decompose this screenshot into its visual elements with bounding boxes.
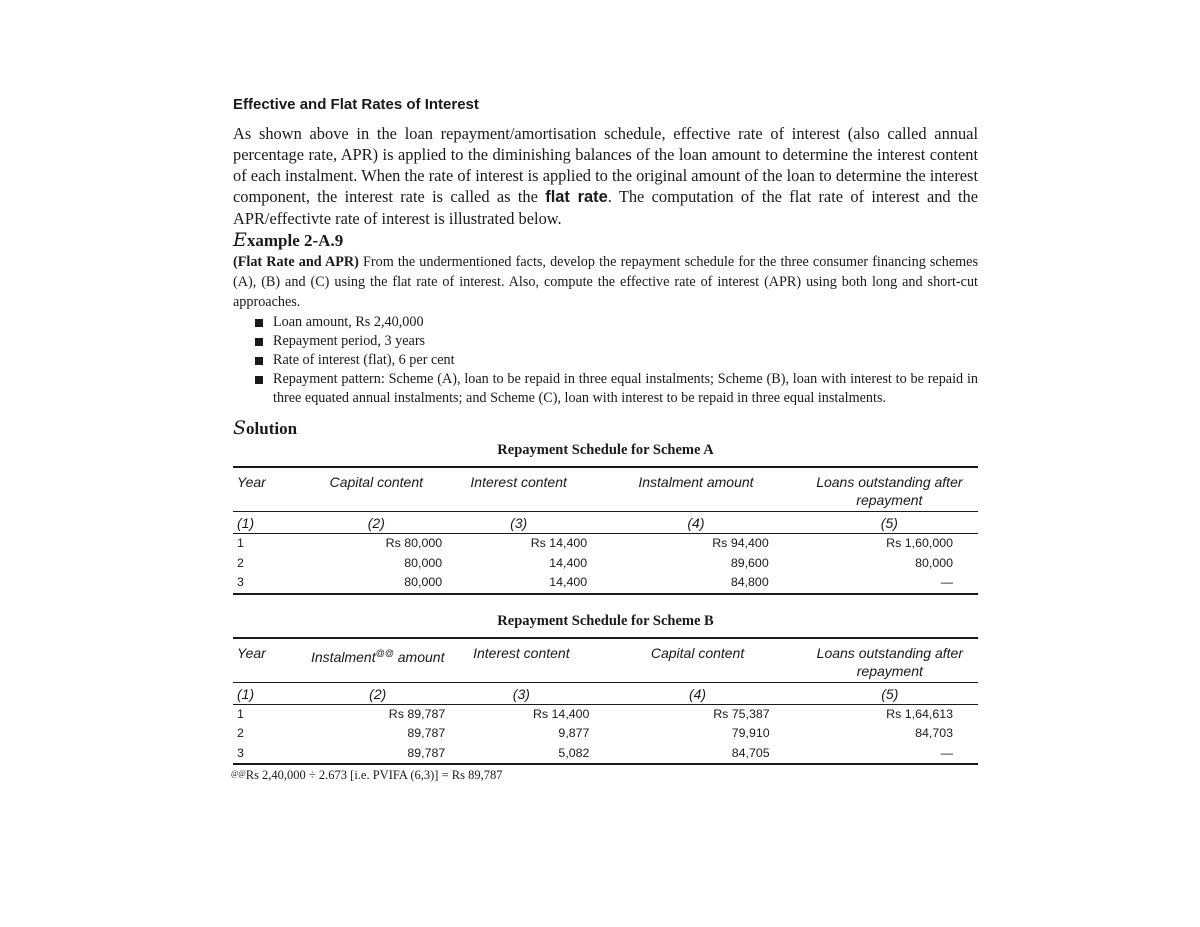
table-cell: 1 <box>237 706 244 721</box>
facts-list <box>233 313 978 408</box>
solution-heading <box>233 418 978 439</box>
table-cell: 14,400 <box>446 573 591 594</box>
table-row <box>233 744 978 765</box>
example-statement <box>233 252 978 312</box>
table-b-header-capital: Capital content <box>593 638 801 683</box>
table-cell: 3 <box>233 573 307 594</box>
table-b-header-year: Year <box>233 638 306 683</box>
fact-item <box>255 313 978 332</box>
table-cell: Rs 1,60,000 <box>886 536 953 550</box>
bullet-square-icon <box>255 376 263 384</box>
table-a-colnum: (5) <box>801 512 978 534</box>
table-cell: Rs 1,64,613 <box>886 706 953 721</box>
fact-item <box>255 332 978 351</box>
table-cell: 80,000 <box>307 573 447 594</box>
table-a <box>233 466 978 595</box>
table-a-colnum: (3) <box>446 512 591 534</box>
table-b-header-outstanding: Loans outstanding after repayment <box>802 638 978 683</box>
footnote-marker: @@ <box>231 769 246 778</box>
example-title-initial: E <box>233 229 247 251</box>
table-cell: 84,705 <box>593 744 801 765</box>
example-lead: (Flat Rate and APR) <box>233 254 359 270</box>
table-cell: 2 <box>237 555 244 570</box>
table-cell: 84,703 <box>915 726 953 740</box>
table-row <box>233 554 978 574</box>
example-title-rest: xample 2-A.9 <box>246 231 344 250</box>
table-cell: Rs 14,400 <box>532 706 590 721</box>
table-cell: Rs 80,000 <box>385 536 443 550</box>
table-row <box>233 724 978 744</box>
table-b-header-amount-text: amount <box>393 648 445 665</box>
table-a-header-capital: Capital content <box>307 467 447 512</box>
table-row <box>233 573 978 594</box>
fact-item <box>255 351 978 370</box>
table-a-header-outstanding: Loans outstanding after repayment <box>801 467 978 512</box>
intro-paragraph <box>233 123 978 229</box>
table-cell: 1 <box>237 536 244 550</box>
table-b-colnum: (1) <box>233 682 306 704</box>
table-a-colnum: (2) <box>307 512 447 534</box>
table-cell: Rs 94,400 <box>712 536 769 550</box>
fact-item <box>255 370 978 408</box>
table-cell: 3 <box>233 744 306 765</box>
fact-text: Loan amount, Rs 2,40,000 <box>273 314 424 330</box>
table-b-colnum: (3) <box>449 682 593 704</box>
table-b-header-instalment-text: Instalment <box>311 648 376 665</box>
table-row <box>233 534 978 554</box>
table-b-header-interest: Interest content <box>449 638 593 683</box>
intro-text-2: . The computation of the flat rate of interest and the APR/effectivte rate of interest is illustrated below. <box>233 187 978 228</box>
table-cell: 14,400 <box>549 555 588 570</box>
intro-bold-term: flat rate <box>545 188 608 206</box>
table-b-footnote <box>231 768 978 783</box>
table-a-header-instalment: Instalment amount <box>591 467 801 512</box>
table-cell: Rs 14,400 <box>530 536 588 550</box>
table-b-colnum: (4) <box>593 682 801 704</box>
fact-text: Rate of interest (flat), 6 per cent <box>273 352 455 368</box>
table-cell: 89,600 <box>730 555 769 570</box>
table-cell: 80,000 <box>404 555 443 570</box>
table-cell: 84,800 <box>591 573 801 594</box>
bullet-square-icon <box>255 319 263 327</box>
fact-text: Repayment pattern: Scheme (A), loan to be repaid in three equal instalments; Scheme (B), loan with interest to be repaid in three equated annual instalments; and Scheme (C), loan with interest to be repaid in three equal instalments. <box>273 371 978 406</box>
table-b-title: Repayment Schedule for Scheme B <box>497 612 714 629</box>
example-text: From the undermentioned facts, develop the repayment schedule for the three consumer financing schemes (A), (B) and (C) using the flat rate of interest. Also, compute the effective rate of interest (APR) using both long and short-cut approaches. <box>233 254 978 310</box>
table-cell: 2 <box>237 726 244 740</box>
table-a-colnum: (4) <box>591 512 801 534</box>
table-cell: Rs 75,387 <box>713 706 770 721</box>
table-cell: 79,910 <box>731 726 770 740</box>
table-b <box>233 637 978 766</box>
example-title <box>233 229 978 252</box>
table-cell: 5,082 <box>449 744 593 765</box>
fact-text: Repayment period, 3 years <box>273 333 426 349</box>
footnote-text: Rs 2,40,000 ÷ 2.673 [i.e. PVIFA (6,3)] = Rs 89,787 <box>245 768 503 782</box>
table-cell: 9,877 <box>558 726 590 740</box>
table-b-colnum: (5) <box>802 682 978 704</box>
table-cell: 89,787 <box>407 726 446 740</box>
section-heading: Effective and Flat Rates of Interest <box>233 96 479 113</box>
table-cell: Rs 89,787 <box>388 706 446 721</box>
table-b-header-instalment <box>306 638 449 683</box>
table-cell: 89,787 <box>306 744 449 765</box>
solution-initial: S <box>233 417 247 439</box>
bullet-square-icon <box>255 357 263 365</box>
table-a-header-year: Year <box>233 467 307 512</box>
table-row <box>233 704 978 724</box>
table-cell: — <box>801 573 978 594</box>
solution-rest: olution <box>246 419 298 438</box>
table-a-title: Repayment Schedule for Scheme A <box>497 442 714 458</box>
document-page <box>233 96 978 783</box>
table-b-colnum: (2) <box>306 682 449 704</box>
intro-text-1: As shown above in the loan repayment/amortisation schedule, effective rate of interest (also called annual percentage rate, APR) is applied to the diminishing balances of the loan amount to determine the interest content of each instalment. When the rate of interest is applied to the original amount of the loan to determine the interest component, the interest rate is called as the <box>233 124 978 206</box>
table-a-header-interest: Interest content <box>446 467 591 512</box>
table-a-colnum: (1) <box>233 512 307 534</box>
bullet-square-icon <box>255 338 263 346</box>
table-b-footnote-marker: @@ <box>375 647 394 658</box>
table-cell: — <box>802 744 978 765</box>
table-cell: 80,000 <box>915 555 953 570</box>
